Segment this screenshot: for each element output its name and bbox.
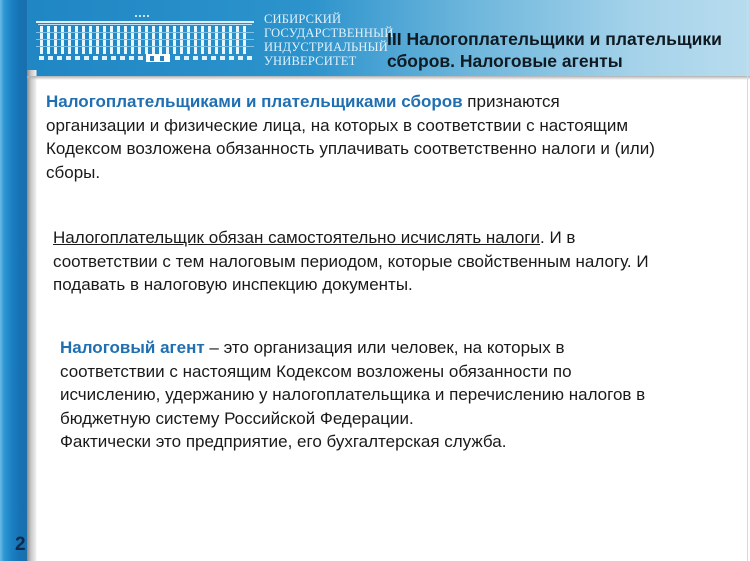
paragraph-line: организации и физические лица, на которых в соответствии с настоящим bbox=[46, 115, 629, 135]
university-logo bbox=[36, 10, 394, 72]
page-number: 2 bbox=[15, 534, 26, 555]
slide-title-line: сборов. Налоговые агенты bbox=[387, 51, 623, 71]
taxpayer-obligation-paragraph bbox=[53, 226, 649, 297]
university-name-line: УНИВЕРСИТЕТ bbox=[264, 54, 357, 68]
slide-title-line: III Налогоплательщики и плательщики bbox=[387, 29, 722, 49]
paragraph-line bbox=[46, 90, 655, 114]
university-name-line: СИБИРСКИЙ bbox=[264, 12, 342, 26]
paragraph-line: соответствии с тем налоговым периодом, которые свойственным налогу. И bbox=[53, 251, 649, 271]
paragraph-line bbox=[60, 336, 645, 360]
slide-title bbox=[387, 28, 749, 72]
underlined-statement: Налогоплательщик обязан самостоятельно исчислять налоги bbox=[53, 228, 541, 247]
header-shadow bbox=[27, 76, 750, 80]
paragraph-line: исчислению, удержанию у налогоплательщика и перечислению налогов в bbox=[60, 385, 646, 405]
taxpayers-definition-paragraph bbox=[46, 90, 655, 184]
paragraph-line: Фактически это предприятие, его бухгалтерская служба. bbox=[60, 432, 507, 452]
paragraph-line: соответствии с настоящим Кодексом возложены обязанности по bbox=[60, 361, 572, 381]
paragraph-line: Кодексом возложена обязанность уплачивать соответственно налоги и (или) bbox=[46, 139, 655, 159]
university-name bbox=[264, 12, 394, 68]
tax-agent-definition-paragraph bbox=[60, 336, 645, 454]
paragraph-line bbox=[53, 226, 649, 250]
paragraph-line: сборы. bbox=[46, 162, 101, 182]
university-name-line: ГОСУДАРСТВЕННЫЙ bbox=[264, 26, 394, 40]
highlighted-term: Налогоплательщиками и плательщиками сборов bbox=[46, 92, 463, 111]
highlighted-term: Налоговый агент bbox=[60, 338, 205, 357]
line-text: . И в bbox=[540, 228, 576, 247]
paragraph-line: подавать в налоговую инспекцию документы. bbox=[53, 275, 413, 295]
university-name-line: ИНДУСТРИАЛЬНЫЙ bbox=[264, 40, 388, 54]
right-edge-line bbox=[747, 0, 748, 561]
line-text: признаются bbox=[462, 92, 560, 111]
left-accent-bar bbox=[0, 0, 27, 561]
paragraph-line: бюджетную систему Российской Федерации. bbox=[60, 408, 414, 428]
university-building-icon bbox=[36, 14, 254, 64]
left-bar-shadow bbox=[27, 70, 37, 561]
line-text: – это организация или человек, на которых в bbox=[204, 338, 565, 357]
